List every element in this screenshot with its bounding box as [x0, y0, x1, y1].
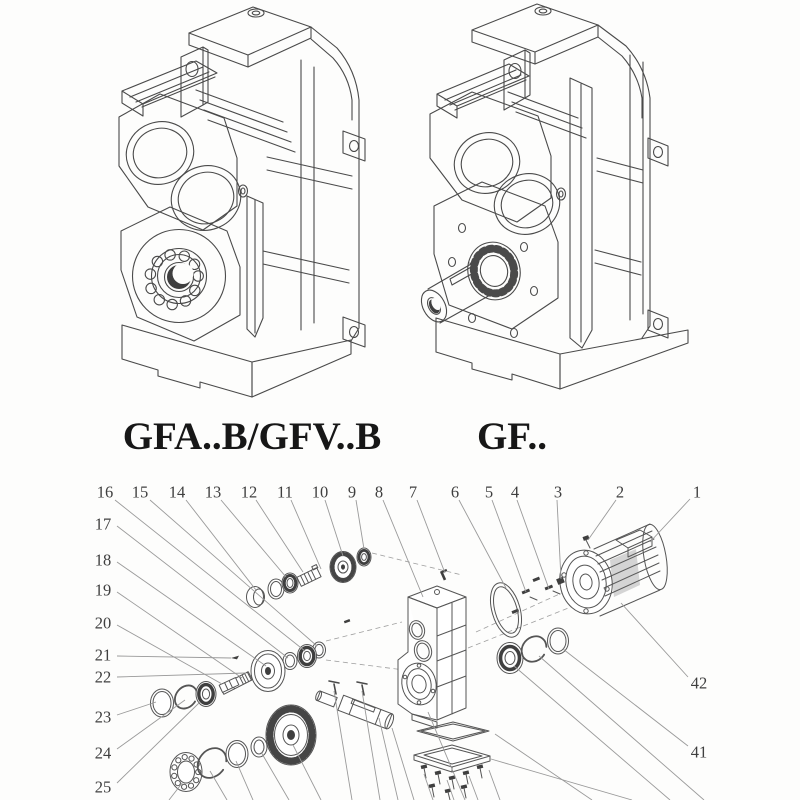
caption-left-model: GFA..B/GFV..B: [122, 415, 382, 458]
callout-number-2: 2: [615, 482, 625, 502]
callout-number-25: 25: [94, 777, 112, 797]
ball-bearing: [170, 753, 202, 792]
cutoff-leader-18: [539, 656, 704, 800]
callout-number-23: 23: [94, 707, 112, 727]
output-pinion-shaft: [314, 681, 395, 730]
base-feet: [436, 318, 688, 389]
cooling-ribs: [437, 64, 586, 138]
motor: [555, 523, 672, 618]
bearing-small: [357, 548, 371, 566]
cutoff-leader-8: [379, 718, 398, 800]
output-shaft-assembly: [151, 678, 396, 792]
callout-number-22: 22: [94, 667, 112, 687]
upper-bores: [117, 112, 249, 240]
callout-number-9: 9: [347, 482, 357, 502]
callout-number-1: 1: [692, 482, 702, 502]
exploded-parts-diagram: [95, 483, 708, 800]
output-bearing: [133, 230, 226, 323]
callout-leader-4: [517, 500, 549, 589]
callout-leader-14: [186, 500, 256, 590]
callout-leader-10: [325, 500, 343, 556]
cutoff-leader-13: [469, 776, 478, 800]
callout-leader-1: [650, 499, 690, 542]
callout-number-41: 41: [690, 742, 708, 762]
side-panel: [595, 55, 668, 338]
stud-bolt: [440, 569, 447, 581]
o-ring: [548, 628, 569, 654]
callout-number-16: 16: [96, 482, 114, 502]
callout-number-12: 12: [240, 482, 258, 502]
input-flange-rings: [485, 579, 569, 673]
bearing: [497, 643, 523, 674]
pointer-arrow: [231, 656, 239, 660]
callout-number-7: 7: [408, 482, 418, 502]
washer-small: [251, 737, 267, 757]
caption-right-model: GF..: [476, 415, 548, 458]
callout-number-15: 15: [131, 482, 149, 502]
callout-leader-42: [621, 603, 688, 677]
side-panel: [263, 60, 365, 347]
callout-leader-8: [383, 500, 423, 597]
callout-number-13: 13: [204, 482, 222, 502]
filler-plug-icon: [535, 7, 551, 15]
callout-number-5: 5: [484, 482, 494, 502]
callout-leader-2: [588, 500, 616, 540]
filler-plug-icon: [248, 9, 264, 17]
callout-leader-21: [117, 656, 231, 658]
motor-bolt: [582, 535, 590, 548]
callout-leader-5: [492, 500, 526, 592]
callout-number-11: 11: [277, 482, 293, 502]
callout-leader-9: [356, 500, 364, 549]
cutoff-leader-3: [236, 761, 253, 800]
callout-leader-18: [117, 562, 266, 666]
left-gearbox-drawing: [117, 7, 365, 397]
base-feet: [122, 325, 351, 397]
callout-number-24: 24: [94, 743, 112, 763]
upper-bores: [446, 124, 569, 244]
callout-leader-19: [117, 592, 242, 678]
cutoff-leader-15: [495, 734, 592, 800]
gear-housing: [398, 586, 466, 728]
callout-leader-13: [221, 500, 286, 577]
pinion-shaft: [296, 565, 322, 587]
callout-number-42: 42: [690, 673, 708, 693]
callout-number-21: 21: [94, 645, 112, 665]
input-shaft-assembly: [247, 548, 372, 608]
callout-number-17: 17: [94, 514, 112, 534]
callout-leader-22: [117, 673, 246, 677]
intermediate-shaft-assembly: [198, 642, 325, 700]
cutoff-leader-14: [489, 770, 500, 800]
callout-leader-23: [117, 702, 156, 715]
cutoff-leader-17: [514, 666, 670, 800]
callout-number-14: 14: [168, 482, 186, 502]
callout-leader-6: [459, 500, 506, 588]
callout-leader-11: [291, 500, 321, 569]
bearing: [282, 573, 298, 593]
callout-number-19: 19: [94, 580, 112, 600]
output-gear: [266, 705, 316, 765]
input-gear: [330, 552, 356, 583]
callout-number-8: 8: [374, 482, 384, 502]
cutoff-leader-16: [491, 759, 632, 800]
callout-number-6: 6: [450, 482, 460, 502]
callout-number-3: 3: [553, 482, 563, 502]
callout-number-4: 4: [510, 482, 520, 502]
callout-leader-7: [417, 500, 445, 573]
callout-leader-3: [557, 500, 561, 579]
callout-number-20: 20: [94, 613, 112, 633]
bearing: [298, 645, 317, 668]
intermediate-gear: [251, 651, 285, 692]
callout-leader-16: [115, 500, 305, 651]
callout-number-10: 10: [311, 482, 329, 502]
right-gearbox-drawing: [416, 4, 688, 389]
callout-number-18: 18: [94, 550, 112, 570]
